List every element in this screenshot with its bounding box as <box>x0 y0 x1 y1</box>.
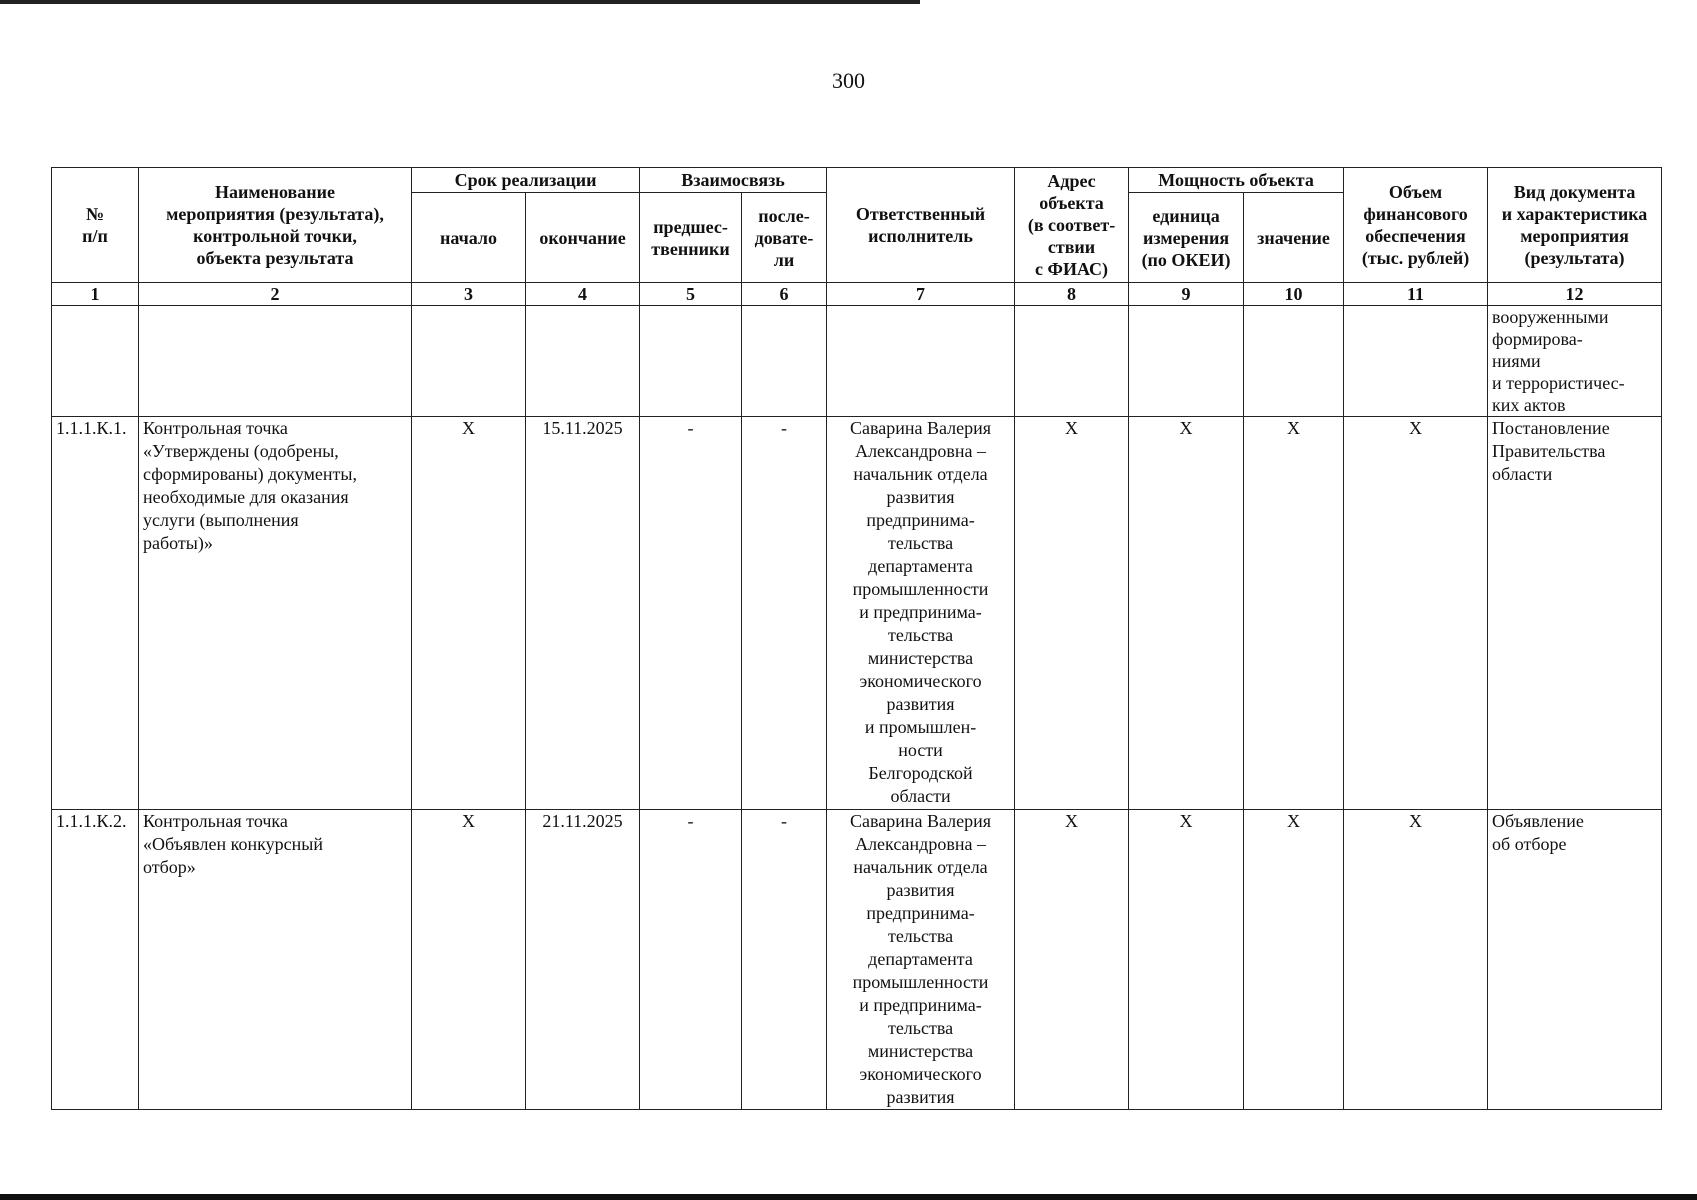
row-responsible: Саварина Валерия Александровна – начальник отдела развития предпринима- тельства департамента промышленности и предпринима- тельства министерства экономического развития и промышлен- ности Белгородской области <box>827 417 1015 810</box>
row-value: X <box>1244 417 1344 810</box>
row-address: X <box>1015 810 1129 1110</box>
header-group-term: Срок реализации <box>412 168 640 193</box>
column-number: 11 <box>1344 283 1488 306</box>
row-end: 15.11.2025 <box>526 417 640 810</box>
row-prev: - <box>640 417 742 810</box>
row-responsible: Саварина Валерия Александровна – начальник отдела развития предпринима- тельства департамента промышленности и предпринима- тельства министерства экономического развития <box>827 810 1015 1110</box>
column-number: 4 <box>526 283 640 306</box>
header-group-link: Взаимосвязь <box>640 168 827 193</box>
header-col-responsible: Ответственный исполнитель <box>827 168 1015 283</box>
header-col-name: Наименование мероприятия (результата), контрольной точки, объекта результата <box>139 168 412 283</box>
row-prev: - <box>640 810 742 1110</box>
row-end: 21.11.2025 <box>526 810 640 1110</box>
row-next: - <box>742 417 827 810</box>
row-address: X <box>1015 417 1129 810</box>
row-value: X <box>1244 810 1344 1110</box>
header-col-prev: предшес- твенники <box>640 193 742 283</box>
header-col-start: начало <box>412 193 526 283</box>
column-number: 7 <box>827 283 1015 306</box>
column-number: 8 <box>1015 283 1129 306</box>
scan-edge-bottom <box>0 1194 1697 1200</box>
row-document: Объявление об отборе <box>1488 810 1662 1110</box>
table-row <box>52 417 1662 810</box>
continuation-document-cell: вооруженными формирова- ниями и террористичес- ких актов <box>1488 306 1662 417</box>
row-unit: X <box>1129 417 1244 810</box>
column-number: 1 <box>52 283 139 306</box>
row-number: 1.1.1.К.1. <box>52 417 139 810</box>
row-unit: X <box>1129 810 1244 1110</box>
header-col-document: Вид документа и характеристика мероприятия (результата) <box>1488 168 1662 283</box>
header-row-top <box>52 168 1662 193</box>
column-number: 5 <box>640 283 742 306</box>
header-col-num: № п/п <box>52 168 139 283</box>
header-group-capacity: Мощность объекта <box>1129 168 1344 193</box>
header-col-finance: Объем финансового обеспечения (тыс. рублей) <box>1344 168 1488 283</box>
measures-table <box>51 167 1662 1110</box>
row-start: X <box>412 810 526 1110</box>
table-row-continuation <box>52 306 1662 417</box>
column-number: 10 <box>1244 283 1344 306</box>
header-col-next: после- довате- ли <box>742 193 827 283</box>
row-name: Контрольная точка «Объявлен конкурсный отбор» <box>139 810 412 1110</box>
scan-edge-top <box>0 0 920 4</box>
column-number: 3 <box>412 283 526 306</box>
row-finance: X <box>1344 417 1488 810</box>
header-col-value: значение <box>1244 193 1344 283</box>
row-number: 1.1.1.К.2. <box>52 810 139 1110</box>
row-name: Контрольная точка «Утверждены (одобрены, сформированы) документы, необходимые для оказания услуги (выполнения работы)» <box>139 417 412 810</box>
column-number: 2 <box>139 283 412 306</box>
row-finance: X <box>1344 810 1488 1110</box>
table-row <box>52 810 1662 1110</box>
row-next: - <box>742 810 827 1110</box>
column-number-row <box>52 283 1662 306</box>
column-number: 12 <box>1488 283 1662 306</box>
page-number: 300 <box>832 68 865 93</box>
row-start: X <box>412 417 526 810</box>
header-col-unit: единица измерения (по ОКЕИ) <box>1129 193 1244 283</box>
header-col-end: окончание <box>526 193 640 283</box>
column-number: 9 <box>1129 283 1244 306</box>
row-document: Постановление Правительства области <box>1488 417 1662 810</box>
header-col-address: Адрес объекта (в соответ- ствии с ФИАС) <box>1015 168 1129 283</box>
column-number: 6 <box>742 283 827 306</box>
